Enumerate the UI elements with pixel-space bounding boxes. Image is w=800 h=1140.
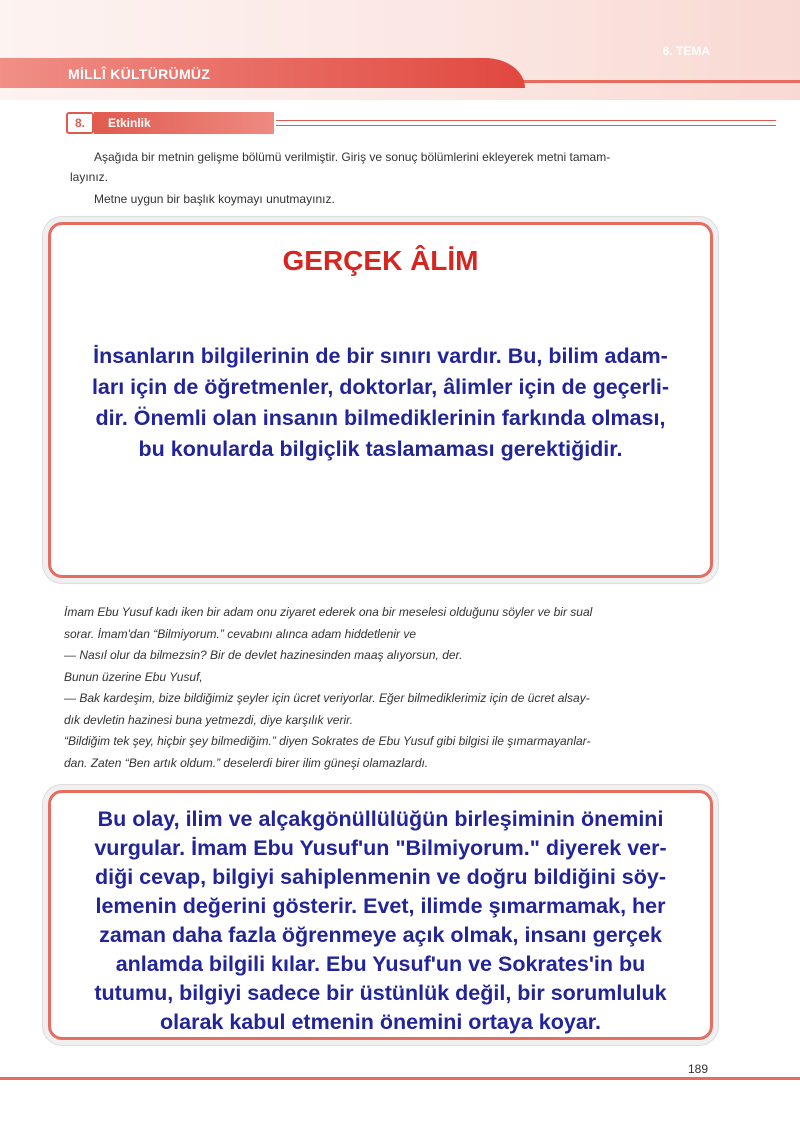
story-line: İmam Ebu Yusuf kadı iken bir adam onu ziyaret ederek ona bir meselesi olduğunu söyler ve bir sual bbox=[64, 605, 593, 619]
conclusion-line: tutumu, bilgiyi sadece bir üstünlük değil, bir sorumluluk bbox=[94, 981, 667, 1005]
conclusion-text bbox=[51, 805, 710, 1037]
instruction-line: Metne uygun bir başlık koymayı unutmayınız. bbox=[94, 192, 335, 206]
intro-line: dir. Önemli olan insanın bilmediklerinin farkında olması, bbox=[95, 406, 666, 430]
activity-number: 8. bbox=[66, 112, 94, 134]
intro-answer-box bbox=[48, 222, 713, 578]
conclusion-line: Bu olay, ilim ve alçakgönüllülüğün birleşiminin önemini bbox=[97, 807, 664, 831]
section-title: MİLLÎ KÜLTÜRÜMÜZ bbox=[68, 66, 211, 82]
instruction-line: Aşağıda bir metnin gelişme bölümü verilmiştir. Giriş ve sonuç bölümlerini ekleyerek metni tamam- bbox=[94, 150, 611, 164]
activity-label: Etkinlik bbox=[94, 112, 274, 134]
intro-line: ları için de öğretmenler, doktorlar, âlimler için de geçerli- bbox=[91, 375, 670, 399]
header-rule bbox=[505, 80, 800, 83]
conclusion-line: anlamda bilgili kılar. Ebu Yusuf'un ve Sokrates'in bu bbox=[115, 952, 646, 976]
section-header-bar bbox=[0, 58, 525, 88]
conclusion-line: lemenin değerini gösterir. Evet, ilimde şımarmamak, her bbox=[95, 894, 666, 918]
page-number: 189 bbox=[688, 1062, 709, 1076]
story-line: dan. Zaten “Ben artık oldum.” deselerdi birer ilim güneşi olamazlardı. bbox=[64, 755, 429, 770]
activity-rule bbox=[276, 120, 776, 121]
theme-label: 6. TEMA bbox=[662, 44, 710, 58]
story-line: — Bak kardeşim, bize bildiğimiz şeyler için ücret veriyorlar. Eğer bilmediklerimiz için de ücret alsay- bbox=[64, 691, 590, 705]
conclusion-line: vurgular. İmam Ebu Yusuf'un "Bilmiyorum." diyerek ver- bbox=[94, 836, 667, 860]
story-line: Bunun üzerine Ebu Yusuf, bbox=[64, 669, 203, 684]
footer-rule bbox=[0, 1077, 800, 1080]
intro-line: bu konularda bilgiçlik taslamaması gerektiğidir. bbox=[138, 437, 623, 461]
story-line: “Bildiğim tek şey, hiçbir şey bilmediğim.” diyen Sokrates de Ebu Yusuf gibi bilgisi ile şımarmayanlar- bbox=[64, 734, 591, 748]
intro-text bbox=[51, 341, 710, 465]
intro-line: İnsanların bilgilerinin de bir sınırı vardır. Bu, bilim adam- bbox=[93, 344, 668, 368]
conclusion-line: olarak kabul etmenin önemini ortaya koyar. bbox=[160, 1010, 601, 1034]
conclusion-answer-box bbox=[48, 790, 713, 1040]
conclusion-line: zaman daha fazla öğrenmeye açık olmak, insanı gerçek bbox=[99, 923, 662, 947]
activity-rule bbox=[276, 125, 776, 126]
conclusion-line: diği cevap, bilgiyi sahiplenmenin ve doğru bildiğini söy- bbox=[94, 865, 667, 889]
instruction-line: layınız. bbox=[70, 170, 109, 184]
story-line: sorar. İmam'dan “Bilmiyorum.” cevabını alınca adam hiddetlenir ve bbox=[64, 626, 416, 641]
story-line: dık devletin hazinesi buna yetmezdi, diye karşılık verir. bbox=[64, 712, 354, 727]
essay-title: GERÇEK ÂLİM bbox=[282, 245, 479, 276]
story-line: — Nasıl olur da bilmezsin? Bir de devlet hazinesinden maaş alıyorsun, der. bbox=[64, 648, 463, 662]
story-text bbox=[64, 602, 720, 774]
activity-heading bbox=[66, 112, 716, 134]
